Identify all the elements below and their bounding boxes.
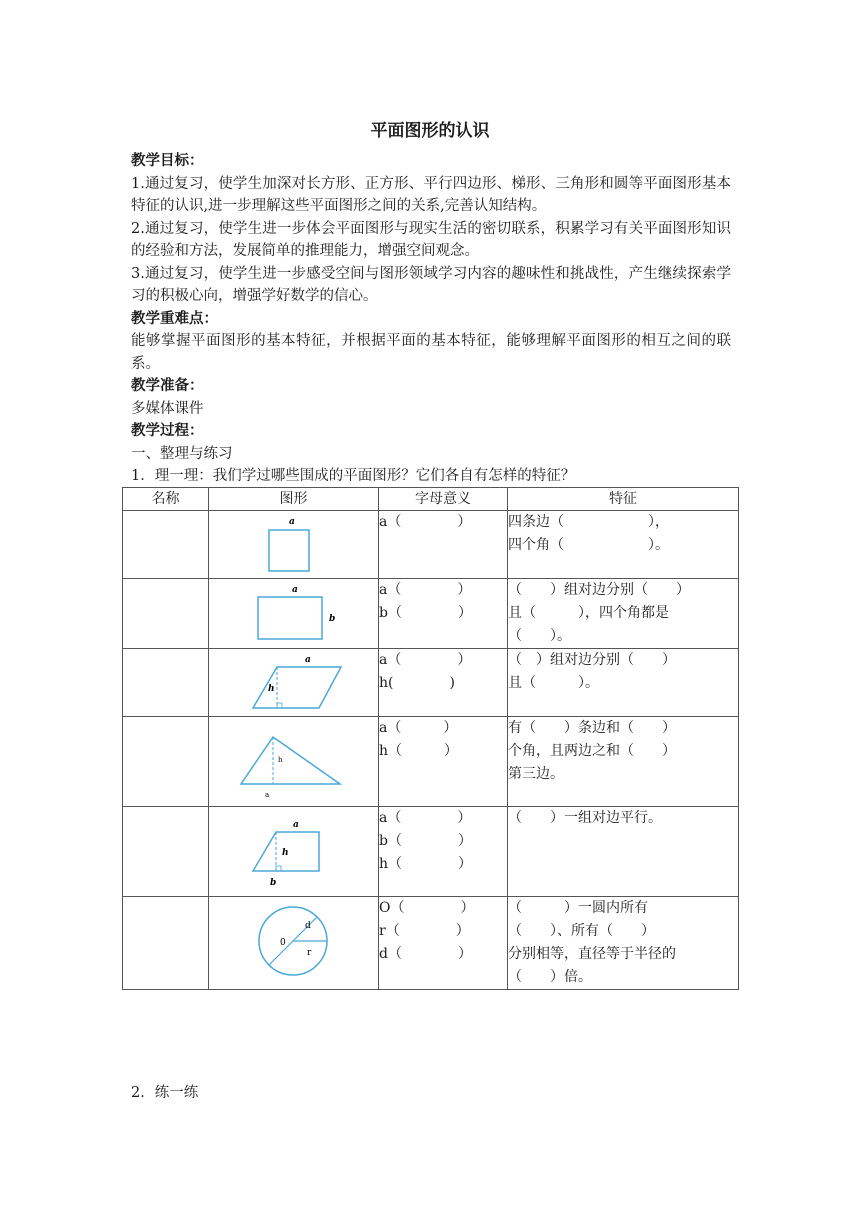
feature-line: （ ）。 — [508, 628, 571, 644]
triangle-figure — [209, 717, 379, 805]
table-header-row — [123, 488, 739, 511]
name-cell — [123, 897, 209, 990]
para-label-h: h — [268, 684, 275, 694]
rect-label-b: b — [329, 614, 336, 624]
goal-1: 1.通过复习，使学生加深对长方形、正方形、平行四边形、梯形、三角形和圆等平面图形基本特征的认识,进一步理解这些平面图形之间的关系,完善认知结构。 — [131, 175, 731, 214]
feature-line: （ ）组对边分别（ ） — [508, 582, 690, 598]
letters-cell — [379, 511, 508, 579]
parallelogram-figure — [209, 649, 379, 715]
letter-line: h（ ） — [379, 856, 473, 872]
goal-3: 3.通过复习，使学生进一步感受空间与图形领域学习内容的趣味性和挑战性，产生继续探索学习的积极心向，增强学好数学的信心。 — [131, 265, 731, 304]
feature-line: （ ）组对边分别（ ） — [508, 652, 676, 668]
table-row — [123, 511, 739, 579]
letters-cell — [379, 897, 508, 990]
feature-line: 且（ ），四个角都是 — [508, 605, 669, 621]
question-1: 1．理一理：我们学过哪些围成的平面图形？它们各自有怎样的特征？ — [131, 468, 576, 484]
features-cell — [508, 717, 739, 807]
trapezoid-figure — [209, 807, 379, 895]
letter-line: O（ ） — [379, 900, 475, 916]
feature-line: 有（ ）条边和（ ） — [508, 720, 676, 736]
trap-label-a: a — [293, 820, 299, 830]
tri-label-a: a — [265, 791, 270, 799]
features-cell — [508, 511, 739, 579]
feature-line: 分别相等，直径等于半径的 — [508, 946, 676, 962]
name-cell — [123, 717, 209, 807]
feature-line: （ ）一圆内所有 — [508, 900, 648, 916]
feature-line: 第三边。 — [508, 766, 564, 782]
table-row — [123, 807, 739, 897]
features-cell — [508, 807, 739, 897]
figure-cell — [209, 807, 379, 897]
circle-label-r: r — [307, 948, 312, 958]
name-cell — [123, 649, 209, 717]
header-figure: 图形 — [209, 488, 379, 511]
rect-label-a: a — [292, 585, 298, 595]
goals-heading: 教学目标： — [131, 153, 204, 169]
letter-line: a（ ） — [379, 514, 472, 530]
table-row — [123, 649, 739, 717]
document-body — [131, 150, 731, 488]
circle-label-d: d — [305, 921, 311, 931]
process-heading: 教学过程： — [131, 423, 204, 439]
feature-line: （ ）一组对边平行。 — [508, 810, 662, 826]
square-label-a: a — [289, 517, 295, 527]
trap-label-h: h — [282, 848, 289, 858]
prep-heading: 教学准备： — [131, 378, 204, 394]
square-figure — [209, 511, 379, 577]
shapes-table — [122, 487, 739, 990]
figure-cell — [209, 579, 379, 649]
letters-cell — [379, 807, 508, 897]
circle-label-o: 0 — [280, 938, 286, 948]
prep-text: 多媒体课件 — [131, 400, 204, 417]
letter-line: d（ ） — [379, 946, 472, 962]
key-text: 能够掌握平面图形的基本特征，并根据平面的基本特征，能够理解平面图形的相互之间的联系。 — [131, 333, 731, 372]
name-cell — [123, 807, 209, 897]
table-row — [123, 897, 739, 990]
letter-line: r（ ） — [379, 923, 470, 939]
letter-line: b（ ） — [379, 605, 472, 621]
figure-cell — [209, 717, 379, 807]
feature-line: （ ）倍。 — [508, 969, 592, 985]
letter-line: a（ ） — [379, 720, 458, 736]
letter-line: b（ ） — [379, 833, 472, 849]
features-cell — [508, 649, 739, 717]
name-cell — [123, 579, 209, 649]
letter-line: a（ ） — [379, 810, 472, 826]
feature-line: 四条边（ ）， — [508, 514, 669, 530]
letter-line: a（ ） — [379, 582, 472, 598]
figure-cell — [209, 511, 379, 579]
letter-line: h（ ） — [379, 743, 459, 759]
circle-figure — [209, 897, 379, 985]
page-title: 平面图形的认识 — [370, 121, 490, 141]
header-features: 特征 — [508, 488, 739, 511]
tri-label-h: h — [278, 756, 283, 764]
trap-label-b: b — [270, 878, 277, 888]
header-name: 名称 — [123, 488, 209, 511]
letters-cell — [379, 649, 508, 717]
rectangle-figure — [209, 579, 379, 645]
letters-cell — [379, 579, 508, 649]
letter-line: h( ) — [379, 675, 455, 691]
part-1-heading: 一、整理与练习 — [131, 445, 233, 462]
figure-cell — [209, 649, 379, 717]
feature-line: 且（ ）。 — [508, 675, 599, 691]
figure-cell — [209, 897, 379, 990]
feature-line: 个角，且两边之和（ ） — [508, 743, 676, 759]
feature-line: 四个角（ ）。 — [508, 537, 669, 553]
para-label-a: a — [305, 655, 311, 665]
letter-line: a（ ） — [379, 652, 472, 668]
table-row — [123, 717, 739, 807]
key-heading: 教学重难点： — [131, 310, 218, 327]
practice-heading: 2．练一练 — [131, 1085, 199, 1101]
goal-2: 2.通过复习，使学生进一步体会平面图形与现实生活的密切联系，积累学习有关平面图形知识的经验和方法，发展简单的推理能力，增强空间观念。 — [131, 220, 731, 259]
name-cell — [123, 511, 209, 579]
features-cell — [508, 897, 739, 990]
feature-line: （ ）、所有（ ） — [508, 923, 655, 939]
letters-cell — [379, 717, 508, 807]
features-cell — [508, 579, 739, 649]
header-letters: 字母意义 — [379, 488, 508, 511]
table-row — [123, 579, 739, 649]
